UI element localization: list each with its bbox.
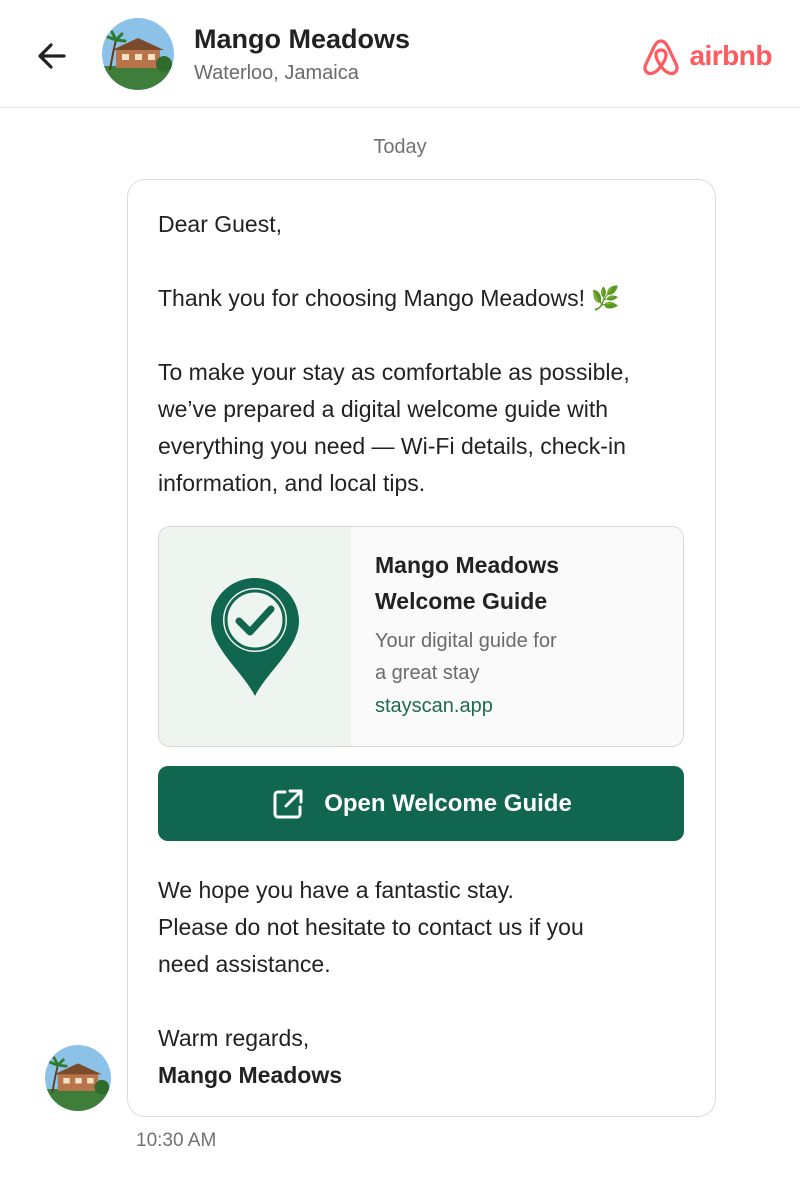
- open-welcome-guide-label: Open Welcome Guide: [324, 789, 572, 817]
- back-button[interactable]: [30, 34, 74, 78]
- conversation-header: [0, 0, 800, 108]
- open-welcome-guide-button[interactable]: [158, 766, 684, 841]
- leaf-emoji-icon: 🌿: [591, 285, 620, 311]
- airbnb-logo: [641, 34, 772, 78]
- date-separator: Today: [373, 136, 427, 158]
- listing-location: Waterloo, Jamaica: [194, 62, 359, 84]
- message-bubble: [127, 179, 716, 1117]
- signoff-text: Warm regards,: [158, 1025, 310, 1051]
- card-icon-panel: [159, 527, 351, 746]
- listing-title[interactable]: Mango Meadows: [194, 24, 411, 54]
- thanks-text: Thank you for choosing Mango Meadows!: [158, 285, 586, 311]
- message-thanks: [158, 280, 685, 317]
- card-description: [375, 625, 663, 689]
- card-description-line: a great stay: [375, 662, 480, 684]
- card-text: [351, 527, 683, 746]
- message-body: [158, 354, 685, 502]
- card-domain: stayscan.app: [375, 695, 493, 717]
- signature: Mango Meadows: [158, 1062, 343, 1088]
- body-line: information, and local tips.: [158, 470, 426, 496]
- closing-line: We hope you have a fantastic stay.: [158, 877, 514, 903]
- message-closing: [158, 872, 685, 983]
- airbnb-belo-icon: [641, 35, 681, 77]
- body-line: To make your stay as comfortable as possible,: [158, 359, 630, 385]
- card-description-line: Your digital guide for: [375, 630, 557, 652]
- card-title-line: Welcome Guide: [375, 588, 548, 614]
- closing-line: Please do not hesitate to contact us if you: [158, 914, 584, 940]
- link-preview-card[interactable]: [158, 526, 684, 747]
- body-line: we’ve prepared a digital welcome guide with: [158, 396, 609, 422]
- airbnb-wordmark: airbnb: [689, 40, 772, 71]
- card-title-line: Mango Meadows: [375, 552, 560, 578]
- body-line: everything you need — Wi-Fi details, check-in: [158, 433, 626, 459]
- listing-avatar[interactable]: [102, 18, 174, 90]
- arrow-left-icon: [34, 38, 70, 74]
- closing-line: need assistance.: [158, 951, 331, 977]
- message-greeting: Dear Guest,: [158, 211, 282, 237]
- message-signoff: [158, 1020, 685, 1094]
- map-pin-check-icon: [207, 574, 303, 700]
- message-timestamp: 10:30 AM: [136, 1130, 217, 1151]
- card-title: [375, 547, 663, 619]
- sender-avatar[interactable]: [45, 1045, 111, 1111]
- external-link-icon: [270, 786, 306, 822]
